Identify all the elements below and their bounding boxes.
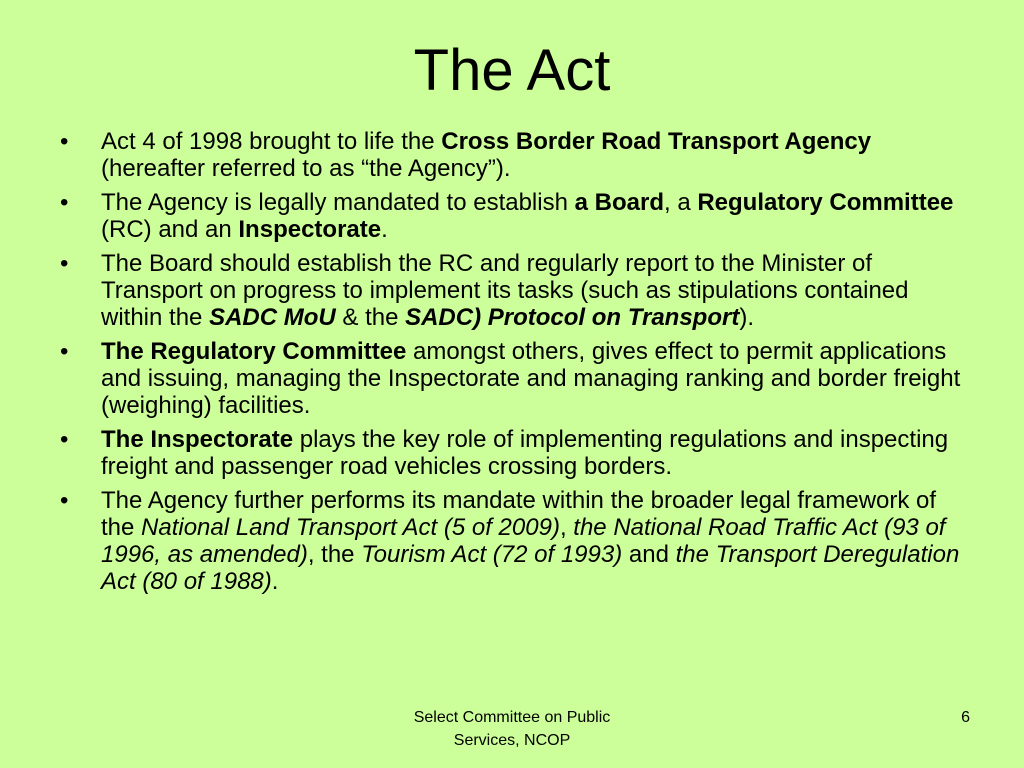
bullet-run: & the bbox=[335, 304, 406, 331]
bullet-run: The Board should establish the RC and regularly report to the Minister of Transport on progress to implement its tasks (such as stipulations contained within the bbox=[101, 250, 909, 331]
bullet-item bbox=[60, 250, 970, 331]
bullet-marker: • bbox=[60, 426, 69, 453]
footer-line-1: Select Committee on Public bbox=[413, 709, 611, 726]
bullet-list bbox=[60, 128, 970, 602]
bullet-run: The Agency is legally mandated to establish bbox=[101, 189, 575, 216]
bullet-run: amongst others, gives effect to permit applications and issuing, managing the Inspectorate and managing ranking and border freight (weighing) facilities. bbox=[101, 338, 961, 419]
bullet-item bbox=[60, 189, 970, 243]
bullet-run: , a bbox=[663, 189, 698, 216]
bullet-marker: • bbox=[60, 338, 69, 365]
bullet-run-italic: the National Road Traffic Act (93 of 1996, as amended) bbox=[101, 514, 946, 568]
bullet-text bbox=[101, 338, 960, 419]
bullet-run-bold: a Board bbox=[574, 189, 664, 216]
footer-committee-name bbox=[362, 706, 662, 752]
bullet-run-bold: The Inspectorate bbox=[101, 426, 294, 453]
bullet-run-bold: The Regulatory Committee bbox=[101, 338, 407, 365]
bullet-run: , bbox=[559, 514, 574, 541]
bullet-run: The Agency further performs its mandate within the broader legal framework of the bbox=[101, 487, 937, 541]
bullet-run: ). bbox=[739, 304, 754, 331]
bullet-run-italic: the Transport Deregulation Act (80 of 1988) bbox=[101, 541, 960, 595]
bullet-marker: • bbox=[60, 128, 69, 155]
bullet-run: (hereafter referred to as “the Agency”). bbox=[101, 155, 511, 182]
bullet-run: . bbox=[271, 568, 279, 595]
page-number: 6 bbox=[961, 709, 970, 726]
bullet-run: . bbox=[381, 216, 388, 243]
bullet-text bbox=[101, 426, 948, 480]
bullet-text bbox=[101, 250, 909, 331]
bullet-run-italic: Tourism Act (72 of 1993) bbox=[361, 541, 623, 568]
bullet-run: (RC) and an bbox=[101, 216, 239, 243]
footer-line-2: Services, NCOP bbox=[453, 732, 571, 749]
bullet-item bbox=[60, 426, 970, 480]
bullet-text bbox=[101, 189, 953, 243]
bullet-run-bold-italic bbox=[209, 304, 336, 331]
bullet-run-italic: National Land Transport Act (5 of 2009) bbox=[141, 514, 560, 541]
bullet-run: and bbox=[622, 541, 676, 568]
bullet-run-emphasis: SADC) Protocol on Transport bbox=[405, 304, 740, 331]
bullet-text bbox=[101, 128, 871, 182]
bullet-marker: • bbox=[60, 189, 69, 216]
bullet-item bbox=[60, 487, 970, 595]
bullet-item bbox=[60, 128, 970, 182]
bullet-run-bold-italic bbox=[405, 304, 739, 331]
bullet-marker: • bbox=[60, 250, 69, 277]
slide-title: The Act bbox=[413, 38, 611, 103]
bullet-run-bold: Cross Border Road Transport Agency bbox=[441, 128, 872, 155]
bullet-run: , the bbox=[307, 541, 362, 568]
bullet-run-bold: Inspectorate bbox=[238, 216, 382, 243]
bullet-marker: • bbox=[60, 487, 69, 514]
bullet-run: Act 4 of 1998 brought to life the bbox=[101, 128, 442, 155]
bullet-run: plays the key role of implementing regulations and inspecting freight and passenger road vehicles crossing borders. bbox=[101, 426, 949, 480]
bullet-text bbox=[101, 487, 959, 595]
bullet-run-bold: Regulatory Committee bbox=[697, 189, 954, 216]
bullet-run-emphasis: SADC MoU bbox=[209, 304, 336, 331]
bullet-item bbox=[60, 338, 970, 419]
